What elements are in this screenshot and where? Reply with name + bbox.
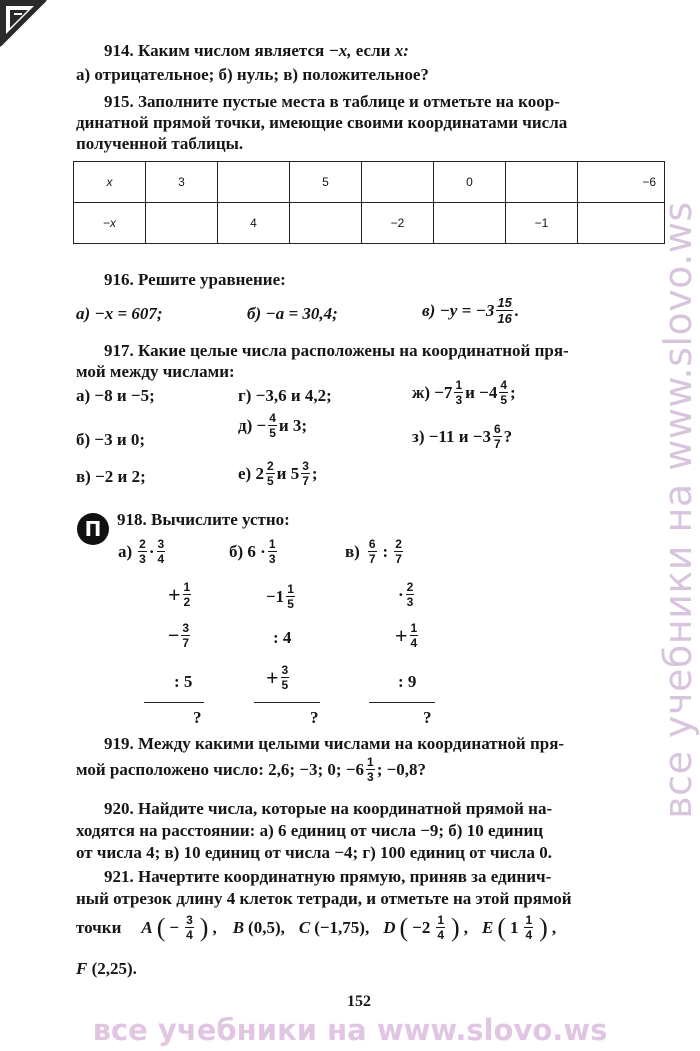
close-paren: ) <box>199 912 209 942</box>
comma: , <box>212 918 217 937</box>
fraction-numerator: 3 <box>182 621 190 635</box>
problem-917-z-post: ? <box>503 427 513 446</box>
fraction <box>366 756 375 783</box>
table-cell: 4 <box>218 203 290 244</box>
fraction-denominator: 3 <box>367 770 374 784</box>
column-v-result: ? <box>423 708 432 727</box>
problem-915-number: 915. <box>104 92 134 111</box>
fraction-denominator: 3 <box>406 595 414 609</box>
fraction <box>368 538 377 565</box>
fraction <box>454 379 463 406</box>
fraction <box>410 622 419 649</box>
problem-915-line2: динатной прямой точки, имеющие своими координатами числа <box>76 113 568 132</box>
fraction-denominator: 4 <box>186 928 193 942</box>
fraction-numerator: 3 <box>302 459 309 473</box>
problem-921-point-f <box>76 960 137 977</box>
fraction <box>524 914 533 941</box>
multiply-sign: · <box>148 542 155 561</box>
fraction-numerator: 2 <box>395 537 402 551</box>
problem-916-a: а) −x = 607; <box>76 304 163 323</box>
problem-920-line2: ходятся на расстоянии: а) 6 единиц от числа −9; б) 10 единиц <box>76 821 544 840</box>
problem-917-zh <box>412 379 516 406</box>
problem-916-c <box>422 296 519 325</box>
corner-ornament-icon <box>0 0 48 48</box>
fraction-numerator: 1 <box>455 378 463 392</box>
fraction-numerator: 1 <box>410 621 418 635</box>
fraction <box>183 581 192 608</box>
problem-919-line2 <box>76 756 426 783</box>
fraction <box>286 583 295 610</box>
fraction-denominator: 7 <box>395 552 402 566</box>
problem-919-text: Между какими целыми числами на координатной пря- <box>138 734 565 753</box>
problem-920-text: Найдите числа, которые на координатной прямой на- <box>138 799 553 818</box>
problem-916-text: Решите уравнение: <box>138 270 286 289</box>
table-row <box>74 203 665 244</box>
open-paren: ( <box>497 912 506 942</box>
fraction-numerator: 3 <box>281 663 289 677</box>
column-b-step1 <box>266 583 297 610</box>
comma: , <box>463 918 468 937</box>
fraction-denominator: 5 <box>287 597 294 611</box>
problem-917-g: г) −3,6 и 4,2; <box>238 386 332 405</box>
open-paren: ( <box>399 912 409 942</box>
column-b-step3 <box>266 664 291 691</box>
problem-921-text: Начертите координатную прямую, приняв за единич- <box>138 867 552 886</box>
problem-914-var: x: <box>394 41 409 60</box>
fraction-numerator: 2 <box>139 537 146 551</box>
column-a-result-line <box>144 702 204 703</box>
table-cell: −2 <box>362 203 434 244</box>
problem-917-e-post: ; <box>311 464 318 483</box>
fraction-numerator: 1 <box>287 582 294 596</box>
column-b-result: ? <box>310 708 319 727</box>
point-f-value: (2,25). <box>91 959 137 978</box>
column-v-step1 <box>398 581 416 608</box>
table-cell: −6 <box>578 162 665 203</box>
coordinates-table <box>73 161 665 244</box>
column-v-result-line <box>369 702 435 703</box>
column-b-step1-whole: −1 <box>266 587 285 606</box>
problem-920-line3: от числа 4; в) 10 единиц от числа −4; г) 100 единиц от числа 0. <box>76 843 552 862</box>
table-cell <box>290 203 362 244</box>
column-b-step2: : 4 <box>273 628 292 647</box>
fraction <box>406 581 415 608</box>
column-a-step1 <box>168 581 193 608</box>
problem-917-number: 917. <box>104 341 134 360</box>
problem-914-text2: если <box>355 41 391 60</box>
fraction <box>499 379 508 406</box>
fraction-numerator: 4 <box>500 378 508 392</box>
divide-sign: : <box>382 542 389 561</box>
point-c-name: C <box>298 918 311 937</box>
fraction-denominator: 7 <box>493 437 501 451</box>
point-e-name: E <box>481 918 494 937</box>
plus-sign: + <box>168 581 181 607</box>
fraction-denominator: 4 <box>525 928 533 942</box>
problem-916-number: 916. <box>104 270 134 289</box>
fraction-numerator: 1 <box>268 537 276 551</box>
page-number: 152 <box>347 993 371 1010</box>
open-paren: ( <box>156 912 166 942</box>
point-d-name: D <box>383 918 396 937</box>
problem-921-line2: ный отрезок длину 4 клеток тетради, и отметьте на этой прямой <box>76 889 572 908</box>
problem-914-line1 <box>104 42 409 59</box>
bottom-watermark: все учебники на www.slovo.ws <box>92 1013 608 1047</box>
table-cell: 0 <box>434 162 506 203</box>
point-f-name: F <box>76 959 88 978</box>
fraction <box>268 412 277 439</box>
table-cell <box>146 203 218 244</box>
fraction <box>181 622 190 649</box>
table-row <box>74 162 665 203</box>
fraction <box>493 423 502 450</box>
problem-916-c-pre: в) −y = −3 <box>422 301 495 320</box>
problem-918-line1 <box>117 511 290 528</box>
comma: , <box>551 918 557 937</box>
fraction-denominator: 5 <box>281 678 289 692</box>
problem-917-z <box>412 423 512 450</box>
problem-914-number: 914. <box>104 41 134 60</box>
fraction-denominator: 16 <box>497 311 512 326</box>
fraction-numerator: 2 <box>266 459 274 473</box>
problem-917-z-pre: з) −11 и −3 <box>412 427 491 446</box>
problem-918-number: 918. <box>117 510 147 529</box>
problem-914-expr: −x, <box>328 41 352 60</box>
fraction <box>138 538 147 565</box>
fraction-denominator: 5 <box>500 393 508 407</box>
problem-917-line1 <box>104 342 569 359</box>
fraction-numerator: 1 <box>437 913 445 927</box>
problem-917-a: а) −8 и −5; <box>76 386 155 405</box>
minus-sign: − <box>168 624 180 647</box>
column-v-label: в) <box>345 542 360 561</box>
fraction <box>394 538 403 565</box>
point-a-sign: − <box>169 918 180 937</box>
column-a-result: ? <box>193 708 202 727</box>
fraction-numerator: 4 <box>269 411 276 425</box>
column-a-step3: : 5 <box>174 672 193 691</box>
problem-920-number: 920. <box>104 799 134 818</box>
column-a-step2 <box>168 622 192 649</box>
fraction-numerator: 2 <box>406 580 414 594</box>
multiply-sign: · <box>398 585 404 604</box>
fraction <box>301 460 310 487</box>
problem-917-v: в) −2 и 2; <box>76 467 146 486</box>
point-e-whole: 1 <box>509 918 519 937</box>
fraction <box>185 914 194 941</box>
problem-917-zh-pre: ж) −7 <box>412 383 453 402</box>
table-cell <box>218 162 290 203</box>
fraction-denominator: 5 <box>269 426 276 440</box>
fraction <box>436 914 445 941</box>
problem-917-e-mid: и 5 <box>276 464 300 483</box>
problem-915-line1 <box>104 93 560 110</box>
fraction-numerator: 1 <box>367 755 374 769</box>
fraction-denominator: 4 <box>437 928 445 942</box>
column-b-result-line <box>254 702 320 703</box>
fraction-denominator: 3 <box>455 393 463 407</box>
problem-917-e-pre: е) 2 <box>238 464 264 483</box>
problem-914-text1: Каким числом является <box>138 41 325 60</box>
close-paren: ) <box>451 912 460 942</box>
problem-921-line1 <box>104 868 551 885</box>
table-cell <box>578 203 665 244</box>
fraction <box>281 664 290 691</box>
point-a-name: A <box>141 918 153 937</box>
column-v-step2 <box>395 622 420 649</box>
problem-917-line2: мой между числами: <box>76 362 235 381</box>
table-cell: 3 <box>146 162 218 203</box>
table-cell: 5 <box>290 162 362 203</box>
problem-919-line1 <box>104 735 564 752</box>
problem-919-line2-post: ; −0,8? <box>376 760 427 779</box>
oral-task-badge: П <box>77 513 109 545</box>
problem-917-d <box>238 412 307 439</box>
fraction-numerator: 3 <box>186 913 193 927</box>
fraction-denominator: 7 <box>368 552 376 566</box>
problem-915-line3: полученной таблицы. <box>76 134 244 153</box>
fraction-denominator: 2 <box>183 595 191 609</box>
problem-916-b: б) −a = 30,4; <box>247 304 338 323</box>
problem-917-zh-post: ; <box>510 383 516 402</box>
plus-sign: + <box>266 664 279 690</box>
fraction-denominator: 4 <box>410 636 418 650</box>
fraction-denominator: 5 <box>266 474 274 488</box>
column-v-start <box>345 538 405 565</box>
column-a-label: а) <box>118 542 133 561</box>
fraction-denominator: 7 <box>182 636 190 650</box>
table-cell <box>506 162 578 203</box>
column-v-step3: : 9 <box>398 672 417 691</box>
problem-916-c-post: . <box>514 301 520 320</box>
fraction <box>496 296 512 325</box>
point-d-whole: −2 <box>412 918 431 937</box>
column-b-label: б) 6 · <box>229 542 266 561</box>
point-c-value: (−1,75), <box>314 918 370 937</box>
problem-917-zh-mid: и −4 <box>465 383 498 402</box>
problem-917-d-pre: д) − <box>238 416 267 435</box>
fraction <box>266 460 275 487</box>
problem-916-line1 <box>104 271 286 288</box>
problem-914-line2: а) отрицательное; б) нуль; в) положительное? <box>76 65 429 84</box>
problem-919-line2-pre: мой расположено число: 2,6; −3; 0; −6 <box>76 760 365 779</box>
problem-920-line1 <box>104 800 552 817</box>
fraction-numerator: 6 <box>493 422 501 436</box>
fraction <box>157 538 166 565</box>
close-paren: ) <box>539 912 548 942</box>
column-a-start <box>118 538 167 565</box>
plus-sign: + <box>395 622 408 648</box>
problem-917-b: б) −3 и 0; <box>76 430 146 449</box>
fraction-numerator: 6 <box>368 537 376 551</box>
table-cell <box>434 203 506 244</box>
problem-917-d-post: и 3; <box>278 416 308 435</box>
problem-919-number: 919. <box>104 734 134 753</box>
table-cell: −1 <box>506 203 578 244</box>
problem-921-number: 921. <box>104 867 134 886</box>
fraction-numerator: 3 <box>157 537 165 551</box>
fraction-denominator: 3 <box>268 552 276 566</box>
fraction-denominator: 7 <box>302 474 309 488</box>
fraction-numerator: 15 <box>497 295 512 310</box>
table-cell <box>362 162 434 203</box>
fraction-denominator: 4 <box>157 552 165 566</box>
problem-917-e <box>238 460 318 487</box>
fraction <box>268 538 277 565</box>
point-b-name: B <box>232 918 245 937</box>
problem-917-text: Какие целые числа расположены на координатной пря- <box>138 341 569 360</box>
fraction-numerator: 1 <box>183 580 191 594</box>
problem-921-points <box>76 914 556 941</box>
point-b-value: (0,5), <box>248 918 285 937</box>
column-b-start <box>229 538 279 565</box>
points-label: точки <box>76 918 122 937</box>
table-cell: −x <box>74 203 146 244</box>
table-cell: x <box>74 162 146 203</box>
fraction-numerator: 1 <box>525 913 533 927</box>
side-watermark-text: все учебники на www.slovo.ws <box>656 201 700 819</box>
problem-915-text: Заполните пустые места в таблице и отметьте на коор- <box>138 92 560 111</box>
fraction-denominator: 3 <box>139 552 146 566</box>
problem-918-text: Вычислите устно: <box>151 510 290 529</box>
